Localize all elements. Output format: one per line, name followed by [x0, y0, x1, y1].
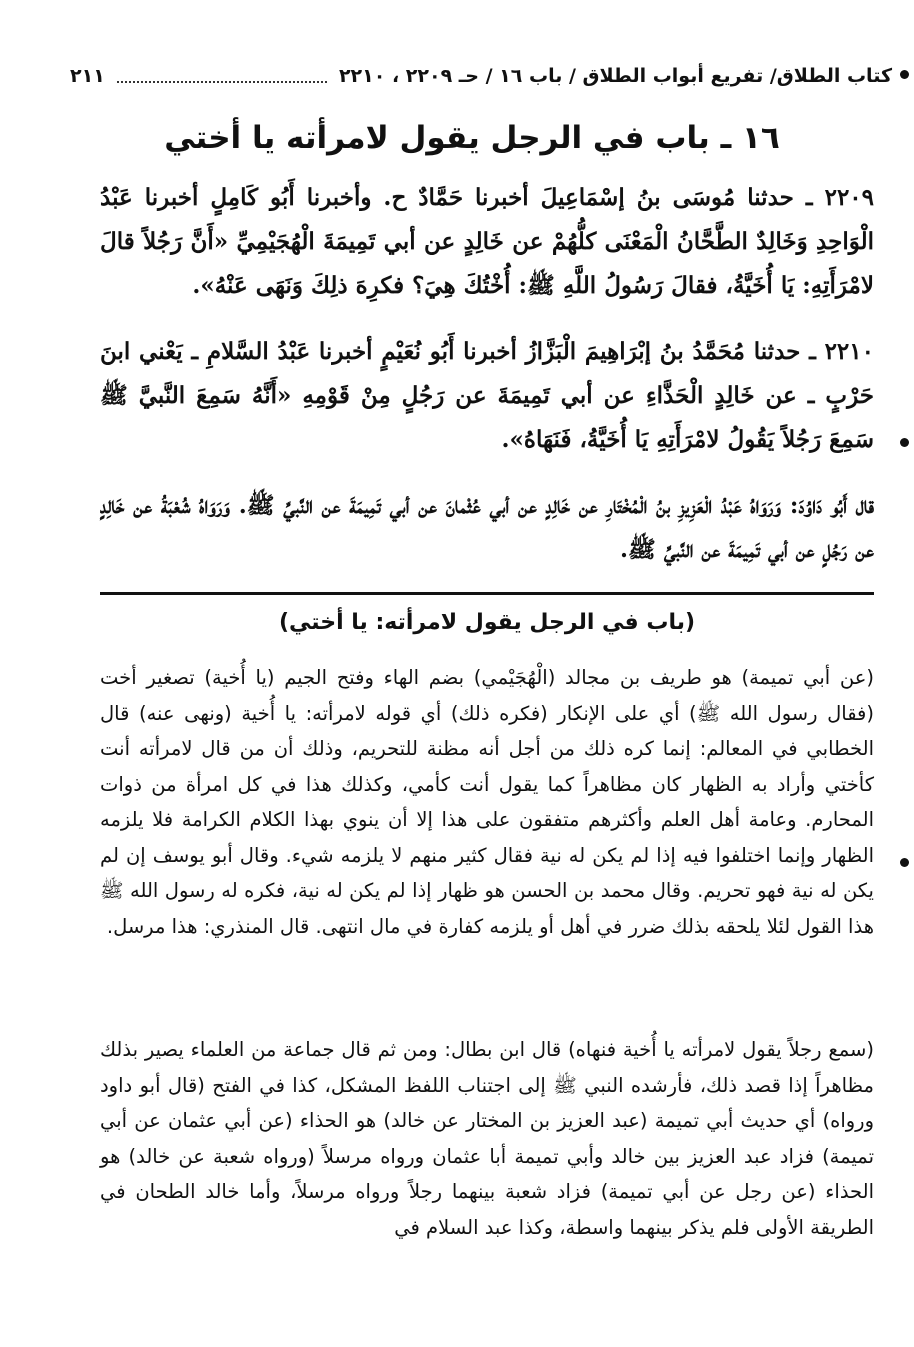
margin-bullet-middle: [900, 438, 909, 447]
abu-dawud-note: [100, 484, 874, 574]
hadith-2209: [100, 176, 874, 310]
running-header: [70, 58, 892, 94]
hadith-text: ـ حدثنا مُحَمَّدُ بنُ إبْرَاهِيمَ الْبَزَّازُ أخبرنا أَبُو نُعَيْمٍ أخبرنا عَبْدُ السَّلامِ ـ يَعْني ابنَ حَرْبٍ ـ عن خَالِدٍ الْحَذَّاءِ عن أبي تَمِيمَةَ عن رَجُلٍ مِنْ قَوْمِهِ «أَنَّهُ سَمِعَ النَّبيَّ ﷺ سَمِعَ رَجُلاً يَقُولُ لامْرَأَتِهِ يَا أُخَيَّةُ، فَنَهَاهُ».: [100, 338, 874, 453]
hadith-number: ٢٢٠٩: [824, 184, 875, 211]
commentary-title: (باب في الرجل يقول لامرأته: يا أختي): [278, 610, 696, 635]
chapter-title: ١٦ ـ باب في الرجل يقول لامرأته يا أختي: [164, 120, 780, 156]
commentary-paragraph: (عن أبي تميمة) هو طريف بن مجالد (الْهُجَيْمي) بضم الهاء وفتح الجيم (يا أُخية) تصغير أخت (فقال رسول الله ﷺ) أي على الإنكار (فكره ذلك) أي قوله لامرأته: يا أُخية (ونهى عنه) قال الخطابي في المعالم: إنما كره ذلك من أجل أنه مظنة للتحريم، وذلك أن من قال لامرأته أنت كأختي وأراد به الظهار كان مظاهراً كما يقول أنت كأمي، وكذلك هذا في كل امرأة من ذوات المحارم. وعامة أهل العلم وأكثرهم متفقون على هذا إلا أن ينوي بهذا الكلام الكرامة فلا يلزمه الظهار وإنما اختلفوا فيه إذا لم يكن له نية فقال كثير منهم لا يلزمه شيء. وقال أبو يوسف إن لم يكن له نية فهو تحريم. وقال محمد بن الحسن هو ظهار إذا لم يكن له نية، فكره له رسول الله ﷺ هذا القول لئلا يلحقه بذلك ضرر في أهل أو يلزمه كفارة في مال انتهى. قال المنذري: هذا مرسل.: [100, 666, 874, 938]
running-title: كتاب الطلاق/ تفريع أبواب الطلاق / باب ١٦ / حـ ٢٢٠٩ ، ٢٢١٠: [338, 65, 892, 87]
section-divider: [100, 592, 874, 595]
hadith-text: ـ حدثنا مُوسَى بنُ إسْمَاعِيلَ أخبرنا حَمَّادٌ ح. وأخبرنا أَبُو كَامِلٍ أخبرنا عَبْدُ الْوَاحِدِ وَخَالِدٌ الطَّحَّانُ الْمَعْنَى كلُّهُمْ عن خَالِدٍ عن أبي تَمِيمَةَ الْهُجَيْمِيِّ «أَنَّ رَجُلاً قالَ لامْرَأَتِهِ: يَا أُخَيَّةُ، فقالَ رَسُولُ اللَّهِ ﷺ: أُخْتُكَ هِيَ؟ فكرِهَ ذلِكَ وَنَهَى عَنْهُ».: [100, 184, 874, 299]
margin-bullet-top: [900, 70, 909, 79]
hadith-2210: [100, 330, 874, 464]
hadith-number: ٢٢١٠: [824, 338, 874, 365]
page-number: ٢١١: [70, 65, 105, 87]
commentary-paragraph: (سمع رجلاً يقول لامرأته يا أُخية فنهاه) قال ابن بطال: ومن ثم قال جماعة من العلماء يصير بذلك مظاهراً إذا قصد ذلك، فأرشده النبي ﷺ إلى اجتناب اللفظ المشكل، كذا في الفتح (قال أبو داود ورواه) أي حديث أبي تميمة (عبد العزيز بن المختار عن خالد) هو الحذاء (عن أبي عثمان عن أبي تميمة) فزاد عبد العزيز بين خالد وأبي تميمة أبا عثمان ورواه مرسلاً (ورواه شعبة عن خالد) هو الحذاء (عن رجل عن أبي تميمة) فزاد شعبة بينهما رجلاً ورواه مرسلاً، وأما خالد الطحان في الطريقة الأولى فلم يذكر بينهما واسطة، وكذا عبد السلام في: [100, 1038, 874, 1239]
margin-bullet-lower: [900, 858, 909, 867]
header-dot-leader: [117, 81, 327, 83]
note-text: قال أَبُو دَاوُدَ: وَرَوَاهُ عَبْدُ الْعَزِيزِ بنُ الْمُخْتَارِ عن خَالِدٍ عن أبي عُثْمانَ عن أبي تَمِيمَةَ عن النَّبيِّ ﷺ. وَرَوَاهُ شُعْبَةُ عن خَالِدٍ عن رَجُلٍ عن أبي تَمِيمَةَ عن النَّبيِّ ﷺ.: [100, 492, 874, 563]
